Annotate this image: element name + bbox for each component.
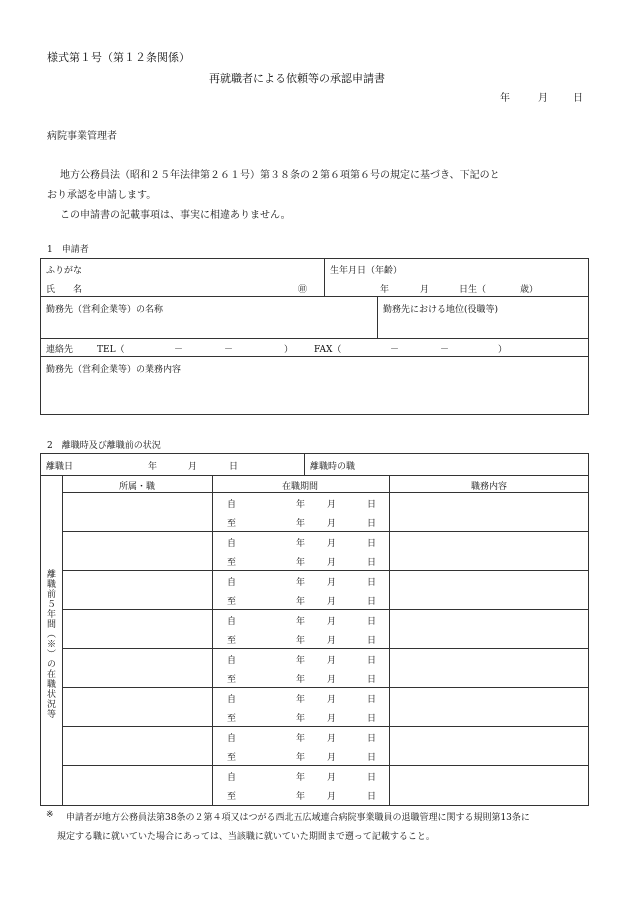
period-year-label: 年	[296, 773, 306, 783]
period-month-label: 月	[327, 753, 337, 763]
period-year-label: 年	[296, 695, 306, 705]
period-from-label: 自	[227, 578, 237, 588]
period-from-label: 自	[227, 500, 237, 510]
period-day-label: 日	[367, 519, 377, 529]
period-month-label: 月	[327, 792, 337, 802]
birthdate-label: 生年月日（年齢）	[330, 266, 403, 276]
date-month-label: 月	[538, 93, 548, 104]
period-year-label: 年	[296, 656, 306, 666]
period-month-label: 月	[327, 773, 337, 783]
period-day-label: 日	[367, 578, 377, 588]
period-to-label: 至	[227, 675, 237, 685]
period-month-label: 月	[327, 519, 337, 529]
period-day-label: 日	[367, 539, 377, 549]
history-row-separator	[62, 609, 589, 610]
history-row-separator	[62, 765, 589, 766]
period-day-label: 日	[367, 558, 377, 568]
period-year-label: 年	[296, 792, 306, 802]
retire-day-label: 日	[229, 462, 239, 472]
contact-label: 連絡先	[46, 345, 74, 355]
period-from-label: 自	[227, 734, 237, 744]
age-label: 歳）	[520, 285, 539, 295]
tel-close: ）	[284, 345, 294, 355]
period-day-label: 日	[367, 636, 377, 646]
period-year-label: 年	[296, 617, 306, 627]
history-row-separator	[62, 726, 589, 727]
period-day-label: 日	[367, 500, 377, 510]
period-year-label: 年	[296, 675, 306, 685]
period-year-label: 年	[296, 578, 306, 588]
history-row-separator	[62, 687, 589, 688]
period-to-label: 至	[227, 753, 237, 763]
period-day-label: 日	[367, 714, 377, 724]
period-year-label: 年	[296, 636, 306, 646]
furigana-label: ふりがな	[46, 266, 83, 276]
retire-post-label: 離職時の職	[310, 462, 356, 472]
period-year-label: 年	[296, 558, 306, 568]
period-year-label: 年	[296, 539, 306, 549]
birth-day-label: 日生（	[459, 285, 487, 295]
period-to-label: 至	[227, 636, 237, 646]
fax-close: ）	[498, 345, 508, 355]
document-title: 再就職者による依頼等の承認申請書	[209, 72, 385, 85]
period-year-label: 年	[296, 597, 306, 607]
period-year-label: 年	[296, 714, 306, 724]
period-year-label: 年	[296, 753, 306, 763]
addressee: 病院事業管理者	[47, 131, 117, 142]
period-day-label: 日	[367, 656, 377, 666]
period-month-label: 月	[327, 714, 337, 724]
history-row-separator	[62, 648, 589, 649]
period-day-label: 日	[367, 695, 377, 705]
retire-year-label: 年	[148, 462, 158, 472]
period-from-label: 自	[227, 656, 237, 666]
period-from-label: 自	[227, 773, 237, 783]
section-1-heading: 1 申請者	[47, 245, 89, 255]
period-year-label: 年	[296, 500, 306, 510]
business-content-label: 勤務先（営利企業等）の業務内容	[46, 365, 182, 375]
period-day-label: 日	[367, 617, 377, 627]
note-mark: ※	[46, 810, 54, 820]
tel-dash-1: －	[174, 345, 184, 355]
period-month-label: 月	[327, 695, 337, 705]
date-day-label: 日	[573, 93, 583, 104]
pre-retirement-side-label: 離職前５年間（※）の在職状況等	[45, 569, 55, 719]
history-row-separator	[62, 531, 589, 532]
note-line-2: 規定する職に就いていた場合にあっては、当該職に就いていた期間まで遡って記載すること。	[57, 832, 435, 842]
period-from-label: 自	[227, 617, 237, 627]
name-label: 氏 名	[46, 285, 83, 295]
period-day-label: 日	[367, 753, 377, 763]
birth-year-label: 年	[380, 285, 390, 295]
period-day-label: 日	[367, 675, 377, 685]
tel-dash-2: －	[224, 345, 234, 355]
date-year-label: 年	[500, 93, 510, 104]
column-dept-header: 所属・職	[118, 482, 156, 492]
period-month-label: 月	[327, 636, 337, 646]
section-2-heading: 2 離職時及び離職前の状況	[47, 441, 161, 451]
applicant-table	[40, 258, 589, 415]
period-year-label: 年	[296, 734, 306, 744]
employment-history-table	[40, 475, 589, 806]
retire-month-label: 月	[188, 462, 198, 472]
history-row-separator	[62, 570, 589, 571]
period-month-label: 月	[327, 734, 337, 744]
fax-label: FAX（	[314, 345, 342, 355]
body-line-1: 地方公務員法（昭和２５年法律第２６１号）第３８条の２第６項第６号の規定に基づき、下記のと	[60, 170, 500, 181]
body-line-2: おり承認を申請します。	[47, 190, 157, 201]
tel-label: TEL（	[97, 345, 125, 355]
form-number: 様式第１号（第１２条関係）	[47, 51, 190, 64]
fax-dash-2: －	[440, 345, 450, 355]
period-month-label: 月	[327, 675, 337, 685]
period-day-label: 日	[367, 773, 377, 783]
period-from-label: 自	[227, 539, 237, 549]
employer-position-label: 勤務先における地位(役職等)	[383, 305, 499, 315]
period-month-label: 月	[327, 617, 337, 627]
period-to-label: 至	[227, 714, 237, 724]
period-year-label: 年	[296, 519, 306, 529]
period-month-label: 月	[327, 500, 337, 510]
period-month-label: 月	[327, 539, 337, 549]
period-month-label: 月	[327, 656, 337, 666]
period-to-label: 至	[227, 519, 237, 529]
employer-name-label: 勤務先（営利企業等）の名称	[46, 305, 164, 315]
seal-mark: ㊞	[298, 285, 308, 295]
column-duties-header: 職務内容	[470, 482, 508, 492]
retire-date-label: 離職日	[46, 462, 74, 472]
body-line-3: この申請書の記載事項は、事実に相違ありません。	[60, 210, 291, 221]
period-from-label: 自	[227, 695, 237, 705]
birth-month-label: 月	[420, 285, 430, 295]
period-month-label: 月	[327, 597, 337, 607]
period-month-label: 月	[327, 578, 337, 588]
note-line-1: 申請者が地方公務員法第38条の２第４項又はつがる西北五広域連合病院事業職員の退職管理に関する規則第13条に	[66, 813, 530, 823]
period-to-label: 至	[227, 597, 237, 607]
period-to-label: 至	[227, 558, 237, 568]
period-day-label: 日	[367, 734, 377, 744]
period-day-label: 日	[367, 597, 377, 607]
period-month-label: 月	[327, 558, 337, 568]
period-day-label: 日	[367, 792, 377, 802]
fax-dash-1: －	[390, 345, 400, 355]
period-to-label: 至	[227, 792, 237, 802]
column-period-header: 在職期間	[281, 482, 319, 492]
